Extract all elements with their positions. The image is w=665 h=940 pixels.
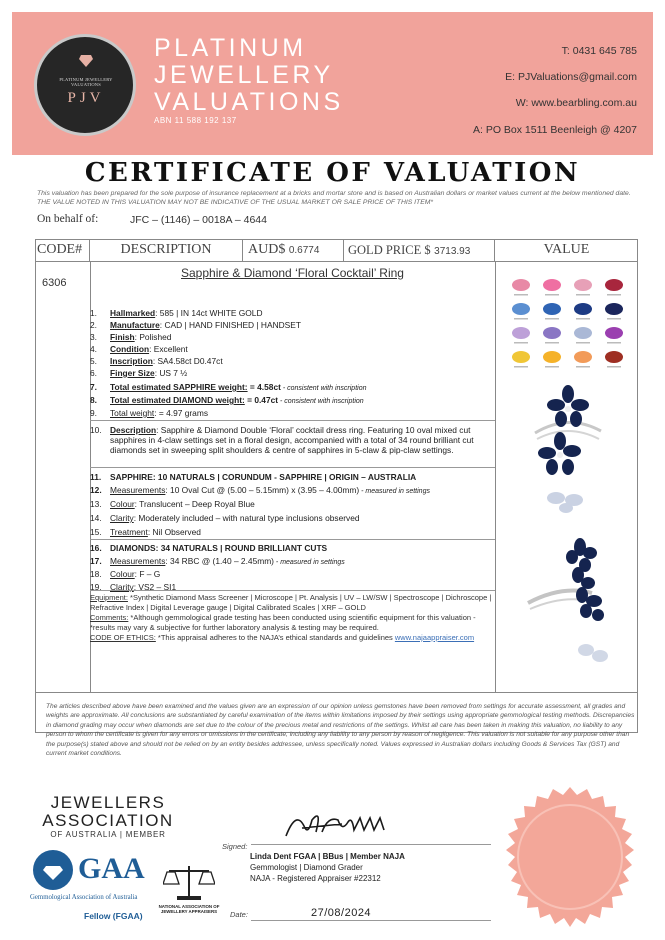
ring-reflection: [570, 638, 615, 670]
equipment-and-comments: Equipment: *Synthetic Diamond Mass Screener | Microscope | Pt. Analysis | UV – LW/SW | Spectroscope | Dichroscope | Refractive Index | Digital Leverage gauge | Digital Calibrated Scales | XRF – GOLD Comments: *Although gemmological grade testing has been conducted using scientific equipment for this valuation - *results may vary & subjective for further laboratory analysis & testing may be required. CODE OF ETHICS: *This appraisal adheres to the NAJA’s ethical standards and guidelines www.najaappraiser.com: [90, 593, 492, 642]
date-label: Date:: [230, 910, 248, 919]
ja-logo: JEWELLERS ASSOCIATION: [42, 793, 174, 830]
gold-price-header: GOLD PRICE $ 3713.93: [344, 239, 495, 262]
diamond-icon: [79, 55, 93, 67]
gaa-full-name: Gemmological Association of Australia: [30, 894, 138, 901]
aud-header: AUD$ 0.6774: [243, 239, 344, 262]
scales-icon: [163, 862, 215, 902]
item-title: Sapphire & Diamond ‘Floral Cocktail’ Ring: [181, 266, 404, 280]
value-header: VALUE: [495, 239, 638, 262]
signed-label: Signed:: [222, 842, 248, 851]
brand-line-1: PLATINUM: [154, 34, 307, 62]
item-code: 6306: [42, 277, 67, 289]
ring-photo-side: [522, 535, 617, 630]
description-header: DESCRIPTION: [90, 239, 243, 262]
abn-number: ABN 11 588 192 137: [154, 116, 237, 125]
naja-link[interactable]: www.najaappraiser.com: [394, 633, 475, 642]
signature: [282, 806, 402, 842]
certificate-title: CERTIFICATE OF VALUATION: [84, 158, 581, 188]
signer-details: Linda Dent FGAA | BBus | Member NAJA Gemmologist | Diamond Grader NAJA - Registered Appraiser #22312: [250, 852, 405, 883]
code-header: CODE#: [35, 239, 90, 262]
website: W: www.bearbling.com.au: [515, 97, 637, 109]
naja-logo-text: NATIONAL ASSOCIATION OF JEWELLERY APPRAISERS: [158, 904, 220, 915]
on-behalf-value: JFC – (1146) – 0018A – 4644: [130, 214, 267, 226]
fellow-badge: Fellow (FGAA): [84, 911, 143, 921]
ja-member-text: OF AUSTRALIA | MEMBER: [50, 830, 166, 839]
email: E: PJValuations@gmail.com: [505, 71, 637, 83]
diamond-icon: [43, 860, 63, 880]
on-behalf-label: On behalf of:: [37, 213, 99, 225]
embossed-seal: [495, 785, 645, 935]
brand-line-2: JEWELLERY: [154, 61, 334, 89]
ring-reflection: [536, 488, 600, 516]
ring-photo-top: [533, 383, 603, 483]
gaa-logo-text: GAA: [78, 852, 145, 885]
brand-line-3: VALUATIONS: [154, 88, 344, 116]
valuation-date: 27/08/2024: [311, 907, 372, 919]
postal-address: A: PO Box 1511 Beenleigh @ 4207: [473, 124, 637, 136]
logo-initials: PJV: [67, 90, 105, 106]
valuation-disclaimer: This valuation has been prepared for the sole purpose of insurance replacement at a bricks and mortar store and is based on Australian dollars or market values current at the below mentioned date. THE VALUE NOTED IN THIS VALUATION MAY NOT BE INDICATIVE OF THE USUAL MARKET OR SALE PRICE OF THIS ITEM*: [37, 190, 631, 206]
phone: T: 0431 645 785: [561, 45, 637, 57]
gem-colour-swatches: [508, 275, 630, 378]
terms-and-conditions: The articles described above have been examined and the values given are an expression of our opinion unless gemstones have been removed from settings for accurate assessment, all grades and weights are approximate. All conclusions are substantiated by careful examination of the items within limitations imposed by their settings using appropriate gemmological testing methods. Discrepancies in diamond grading may occur when diamonds are set due to the colour of the precious metal and restrictions of the settings. Whilst all care has been taken in making this valuation, no liability to any person to whom the certificate is given for any errors or omissions in the certificate, including any liability to any person by reason of negligence. This valuation is not suitable for any purpose other than the purpose(s) stated above and should not be relied on by an entity besides addressee, unless specifically noted. Values expressed in Australian dollars including Goods & Services Tax (GST) and current market conditions.: [46, 703, 635, 758]
logo-ring-text: PLATINUM JEWELLERY VALUATIONS: [59, 77, 113, 87]
